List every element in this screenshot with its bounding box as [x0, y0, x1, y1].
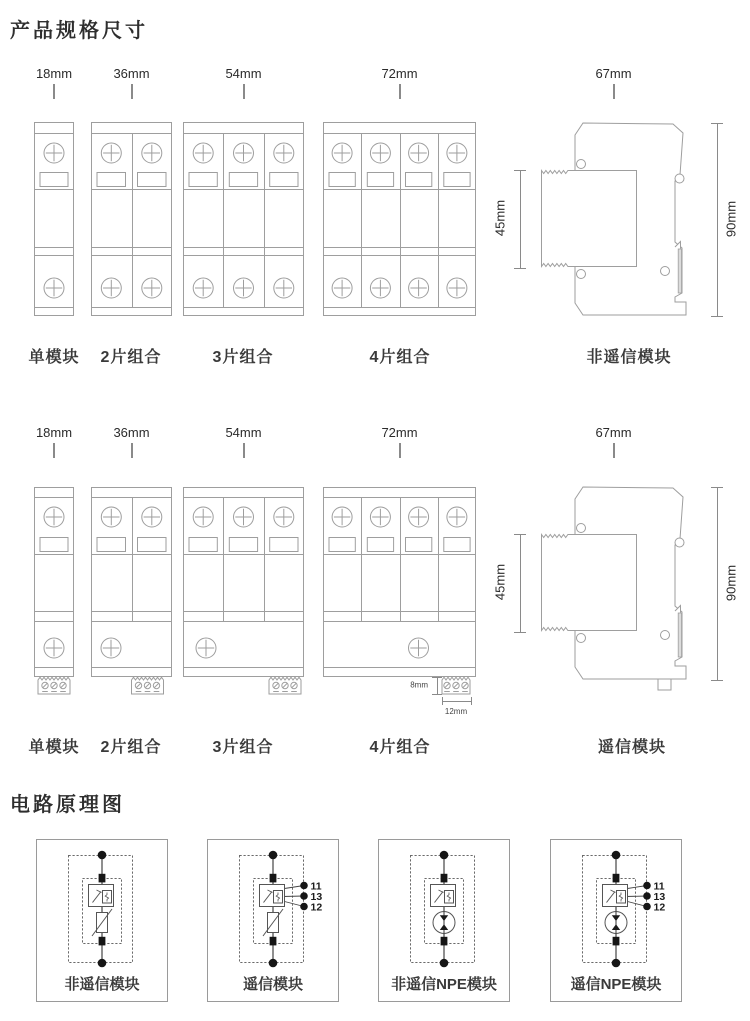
dim-line — [399, 443, 401, 458]
terminal-label: 13 — [653, 890, 666, 903]
dim-label: 36mm — [113, 425, 150, 440]
dim-54mm-row2 — [183, 425, 304, 458]
dim-line — [613, 443, 615, 458]
circuit-label: 非遥信模块 — [64, 976, 140, 993]
dim-line — [53, 84, 55, 99]
circuit-label: 遥信模块 — [242, 976, 303, 993]
dim-line — [243, 84, 245, 99]
dim-label: 67mm — [595, 425, 632, 440]
dim-36mm-row2 — [91, 425, 172, 458]
dim-label: 54mm — [225, 66, 262, 81]
height-dim-label: 90mm — [723, 564, 739, 602]
module-label-two-row1: 2片组合 — [100, 349, 162, 366]
height-dim-45mm-row2 — [514, 534, 526, 633]
module-label-single-row2: 单模块 — [28, 739, 80, 756]
circuit-title: 电路原理图 — [10, 794, 125, 816]
two-module-front-row2 — [91, 487, 172, 704]
circuit-box-non-remote-npe — [378, 839, 510, 1002]
height-dim-label: 45mm — [492, 563, 508, 601]
two-module-front-row1 — [91, 122, 172, 321]
module-label-two-row2: 2片组合 — [100, 739, 162, 756]
height-dim-90mm-row1 — [711, 123, 723, 317]
dim-label: 18mm — [35, 66, 73, 81]
dim-line — [399, 84, 401, 99]
module-label-side-row1: 非遥信模块 — [586, 349, 672, 366]
dim-label: 54mm — [225, 425, 262, 440]
single-module-front-row1 — [34, 122, 74, 321]
terminal-label: 12 — [653, 901, 666, 914]
terminal-label: 13 — [310, 890, 323, 903]
dim-line — [243, 443, 245, 458]
height-dim-label: 90mm — [723, 200, 739, 238]
circuit-box-non-remote — [36, 839, 168, 1002]
module-label-three-row1: 3片组合 — [212, 349, 274, 366]
dim-line — [131, 84, 133, 99]
dim-label: 36mm — [113, 66, 150, 81]
module-label-side-row2: 遥信模块 — [597, 739, 667, 756]
dim-36mm-row1 — [91, 66, 172, 99]
terminal-width-dim — [442, 697, 472, 705]
module-label-three-row2: 3片组合 — [212, 739, 274, 756]
circuit-label: 遥信NPE模块 — [570, 976, 662, 993]
module-label-single-row1: 单模块 — [28, 349, 80, 366]
four-module-front-row2 — [323, 487, 476, 704]
terminal-height-dim — [432, 677, 442, 695]
dim-label: 67mm — [595, 66, 632, 81]
three-module-front-row1 — [183, 122, 304, 321]
side-view-row1 — [540, 118, 690, 335]
circuit-box-remote-npe — [550, 839, 682, 1002]
dim-72mm-row1 — [323, 66, 476, 99]
dim-line — [131, 443, 133, 458]
module-label-four-row1: 4片组合 — [369, 349, 431, 366]
module-label-four-row2: 4片组合 — [369, 739, 431, 756]
height-dim-45mm-row1 — [514, 170, 526, 269]
dim-line — [613, 84, 615, 99]
dim-18mm-row2 — [34, 425, 74, 458]
circuit-label: 非遥信NPE模块 — [391, 976, 497, 993]
terminal-height-label: 8mm — [410, 680, 428, 690]
dim-54mm-row1 — [183, 66, 304, 99]
height-dim-90mm-row2 — [711, 487, 723, 681]
dim-67mm-row2 — [542, 425, 685, 458]
side-view-row2 — [540, 482, 690, 699]
page-title: 产品规格尺寸 — [10, 20, 148, 42]
height-dim-label: 45mm — [492, 199, 508, 237]
dim-line — [53, 443, 55, 458]
dim-label: 18mm — [35, 425, 73, 440]
terminal-label: 11 — [310, 880, 322, 893]
dim-label: 72mm — [381, 425, 418, 440]
dim-67mm-row1 — [542, 66, 685, 99]
dim-18mm-row1 — [34, 66, 74, 99]
dim-label: 72mm — [381, 66, 418, 81]
three-module-front-row2 — [183, 487, 304, 704]
terminal-label: 12 — [310, 901, 323, 914]
terminal-label: 11 — [653, 880, 665, 893]
four-module-front-row1 — [323, 122, 476, 321]
circuit-box-remote — [207, 839, 339, 1002]
dim-72mm-row2 — [323, 425, 476, 458]
terminal-width-label: 12mm — [444, 707, 468, 716]
single-module-front-row2 — [34, 487, 74, 704]
